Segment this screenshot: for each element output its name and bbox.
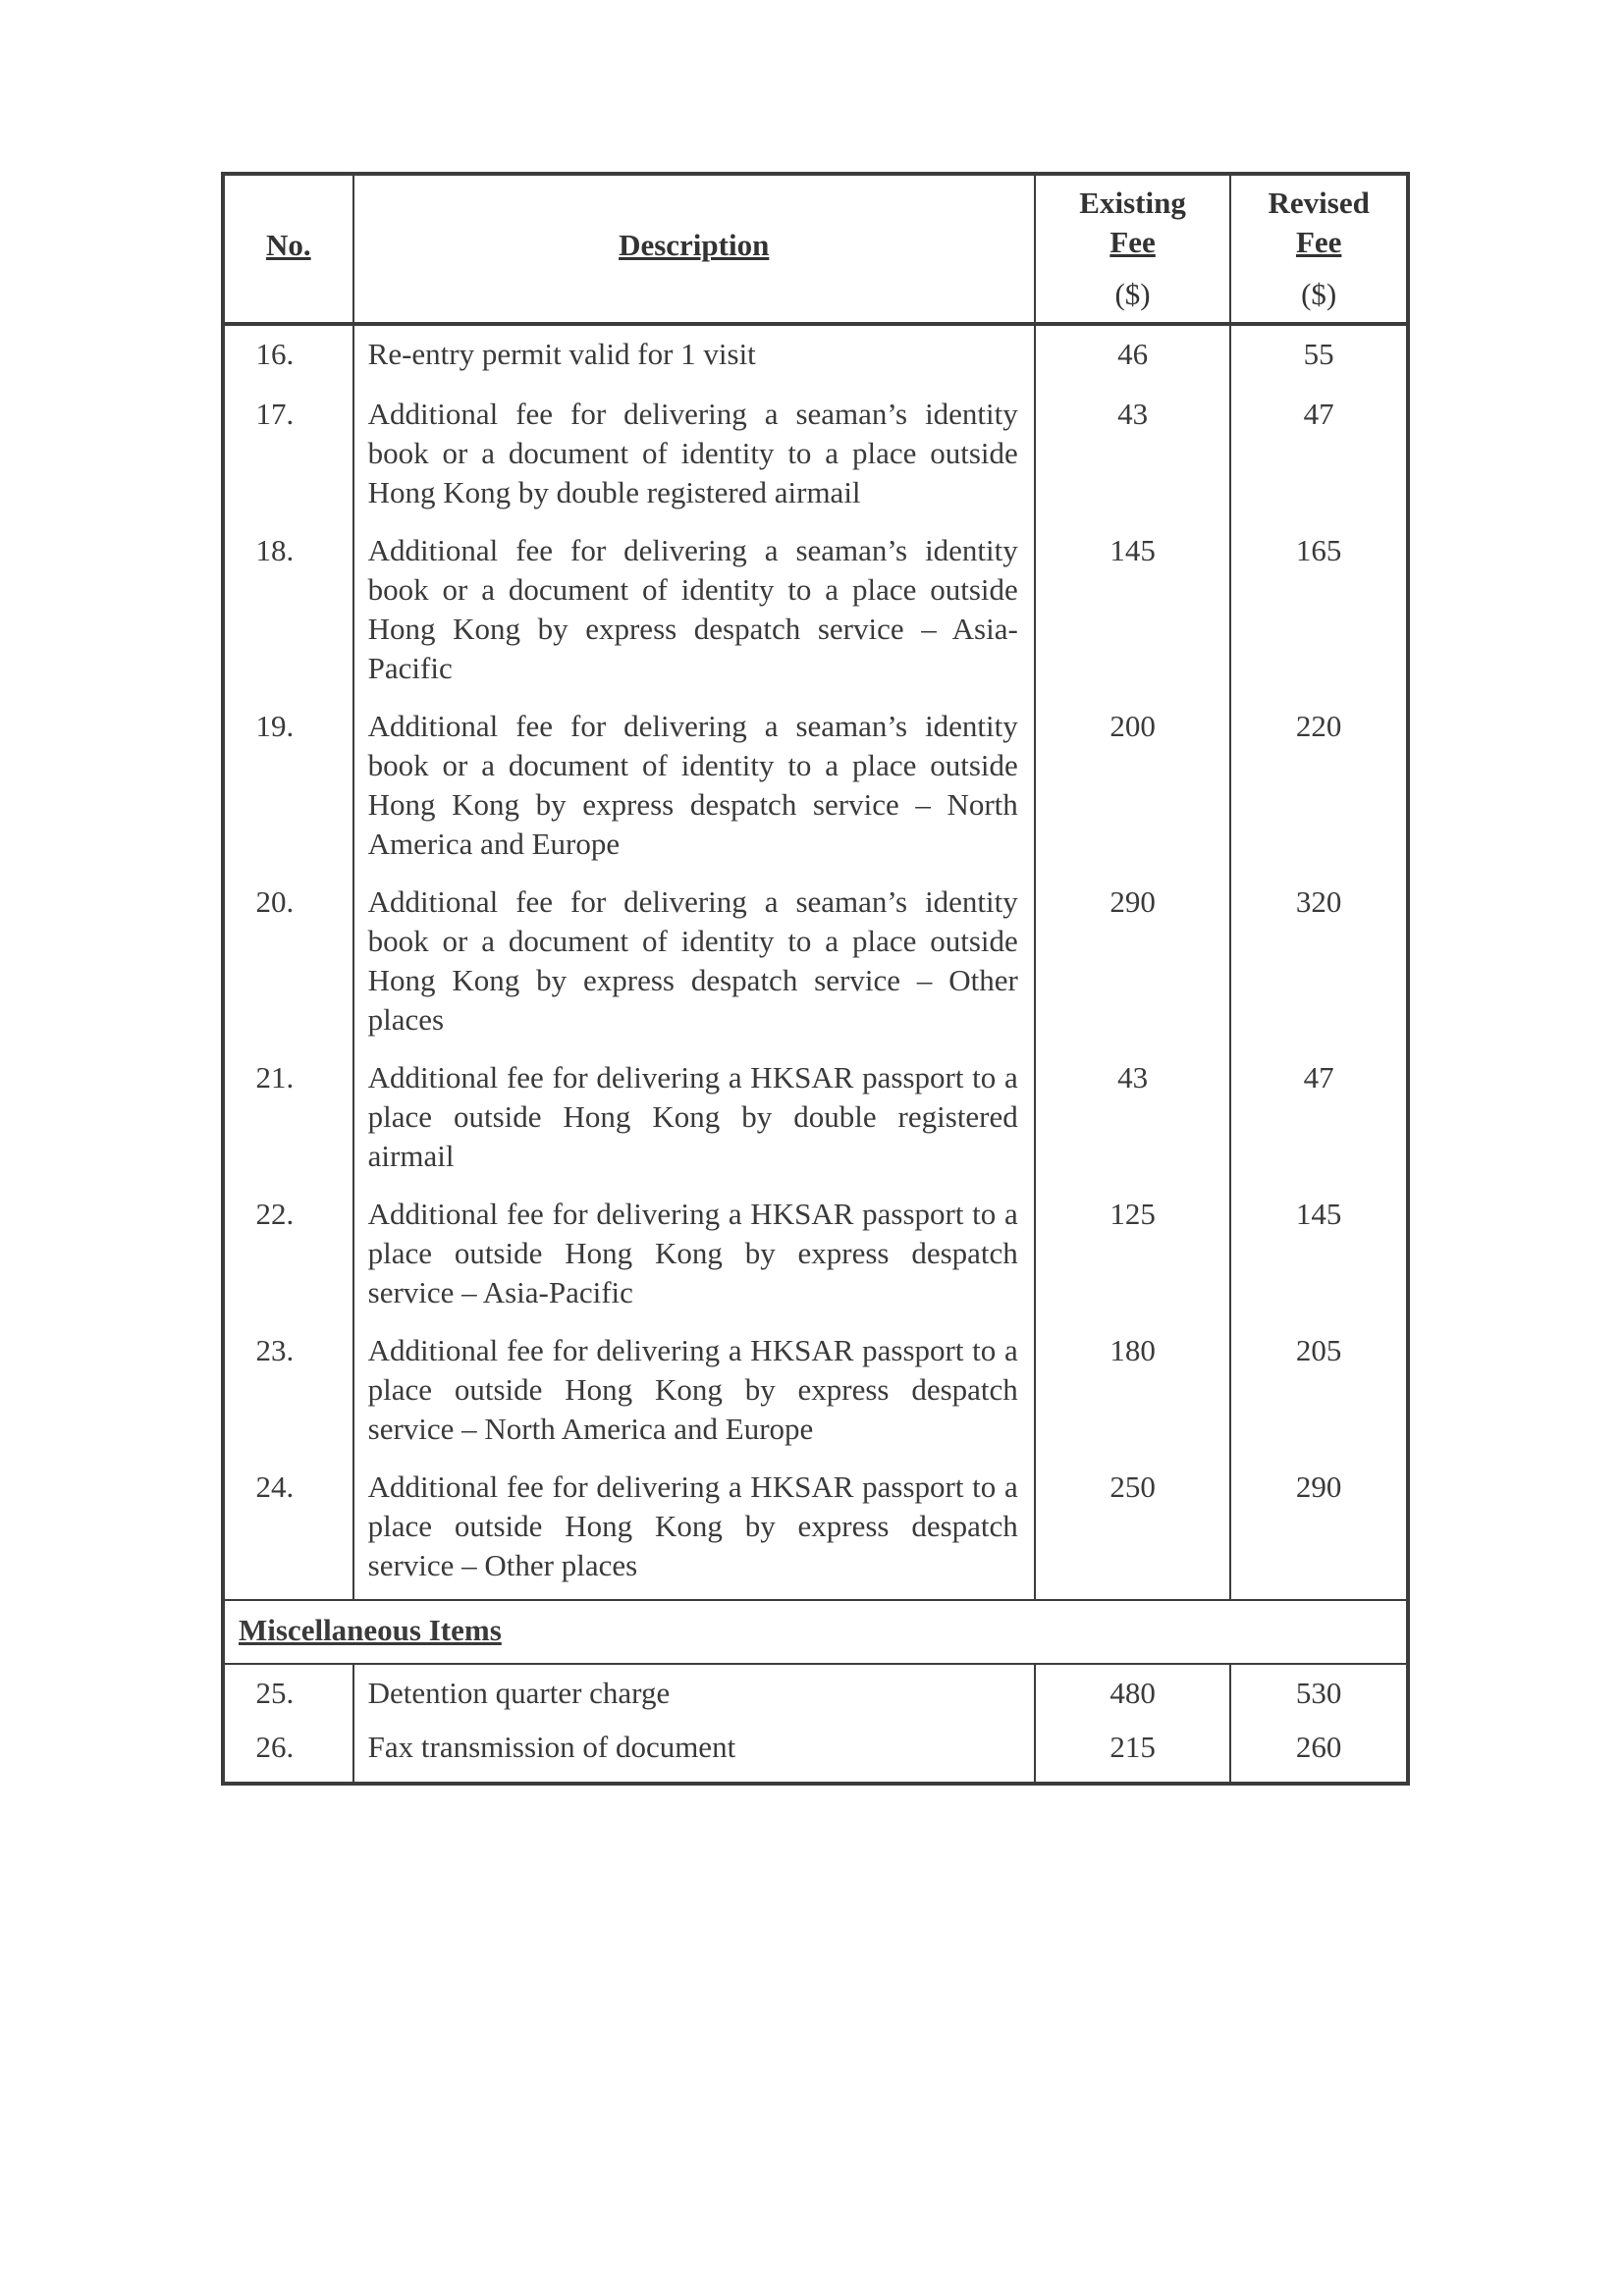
row-existing-fee: 145 [1035,531,1231,707]
row-description: Additional fee for delivering a seaman’s identity book or a document of identity to a place outside Hong Kong by double registered airmail [353,395,1035,531]
header-description [353,174,1035,324]
row-number: 24. [255,1469,295,1504]
row-number: 19. [255,709,295,743]
table-row [223,324,1408,395]
row-revised-fee: 165 [1230,531,1408,707]
section-header-row [223,1600,1408,1664]
table-row [223,1195,1408,1331]
table-body [223,324,1408,1784]
table-row [223,1058,1408,1195]
header-revised-line2: Fee [1295,225,1342,259]
header-existing-line2: Fee [1109,225,1156,259]
row-revised-fee: 205 [1230,1331,1408,1468]
row-description: Fax transmission of document [353,1728,1035,1784]
section-title: Miscellaneous Items [239,1613,502,1647]
row-revised-fee: 47 [1230,1058,1408,1195]
fee-table [221,172,1410,1786]
row-existing-fee: 215 [1035,1728,1231,1784]
row-revised-fee: 260 [1230,1728,1408,1784]
row-existing-fee: 180 [1035,1331,1231,1468]
row-existing-fee: 290 [1035,882,1231,1058]
row-number: 23. [255,1333,295,1367]
table-row [223,707,1408,882]
header-revised-fee [1230,174,1408,324]
row-description: Detention quarter charge [353,1664,1035,1728]
row-number: 17. [255,397,295,431]
row-revised-fee: 220 [1230,707,1408,882]
table-row [223,531,1408,707]
table-row [223,1664,1408,1728]
row-existing-fee: 43 [1035,1058,1231,1195]
header-existing-unit: ($) [1114,277,1151,311]
table-row [223,395,1408,531]
row-existing-fee: 250 [1035,1468,1231,1600]
header-revised-unit: ($) [1301,277,1337,311]
row-revised-fee: 290 [1230,1468,1408,1600]
table-row [223,882,1408,1058]
section-title-cell [223,1600,1408,1664]
row-description: Additional fee for delivering a seaman’s identity book or a document of identity to a place outside Hong Kong by express despatch service – North America and Europe [353,707,1035,882]
row-description: Additional fee for delivering a HKSAR passport to a place outside Hong Kong by express despatch service – Other places [353,1468,1035,1600]
row-revised-fee: 55 [1230,324,1408,395]
row-number: 26. [255,1730,295,1764]
header-row [223,174,1408,324]
table-row [223,1728,1408,1784]
row-number: 18. [255,533,295,567]
header-description-label: Description [619,228,770,262]
header-no [223,174,353,324]
header-existing-fee [1035,174,1231,324]
row-revised-fee: 47 [1230,395,1408,531]
row-number: 16. [255,337,295,371]
header-existing-line1: Existing [1079,186,1186,220]
row-revised-fee: 530 [1230,1664,1408,1728]
row-description: Additional fee for delivering a HKSAR passport to a place outside Hong Kong by express despatch service – North America and Europe [353,1331,1035,1468]
row-number: 21. [255,1060,295,1095]
row-revised-fee: 320 [1230,882,1408,1058]
row-existing-fee: 480 [1035,1664,1231,1728]
row-existing-fee: 46 [1035,324,1231,395]
row-existing-fee: 200 [1035,707,1231,882]
row-number: 22. [255,1197,295,1231]
table-row [223,1331,1408,1468]
row-number: 20. [255,884,295,919]
header-revised-line1: Revised [1268,186,1370,220]
row-description: Additional fee for delivering a HKSAR passport to a place outside Hong Kong by double registered airmail [353,1058,1035,1195]
row-existing-fee: 125 [1035,1195,1231,1331]
row-description: Additional fee for delivering a seaman’s identity book or a document of identity to a place outside Hong Kong by express despatch service – Other places [353,882,1035,1058]
row-revised-fee: 145 [1230,1195,1408,1331]
row-existing-fee: 43 [1035,395,1231,531]
table-header [223,174,1408,324]
row-description: Additional fee for delivering a HKSAR passport to a place outside Hong Kong by express despatch service – Asia-Pacific [353,1195,1035,1331]
header-no-label: No. [266,228,311,262]
table-row [223,1468,1408,1600]
row-description: Additional fee for delivering a seaman’s identity book or a document of identity to a place outside Hong Kong by express despatch service – Asia-Pacific [353,531,1035,707]
row-number: 25. [255,1676,295,1710]
row-description: Re-entry permit valid for 1 visit [353,324,1035,395]
